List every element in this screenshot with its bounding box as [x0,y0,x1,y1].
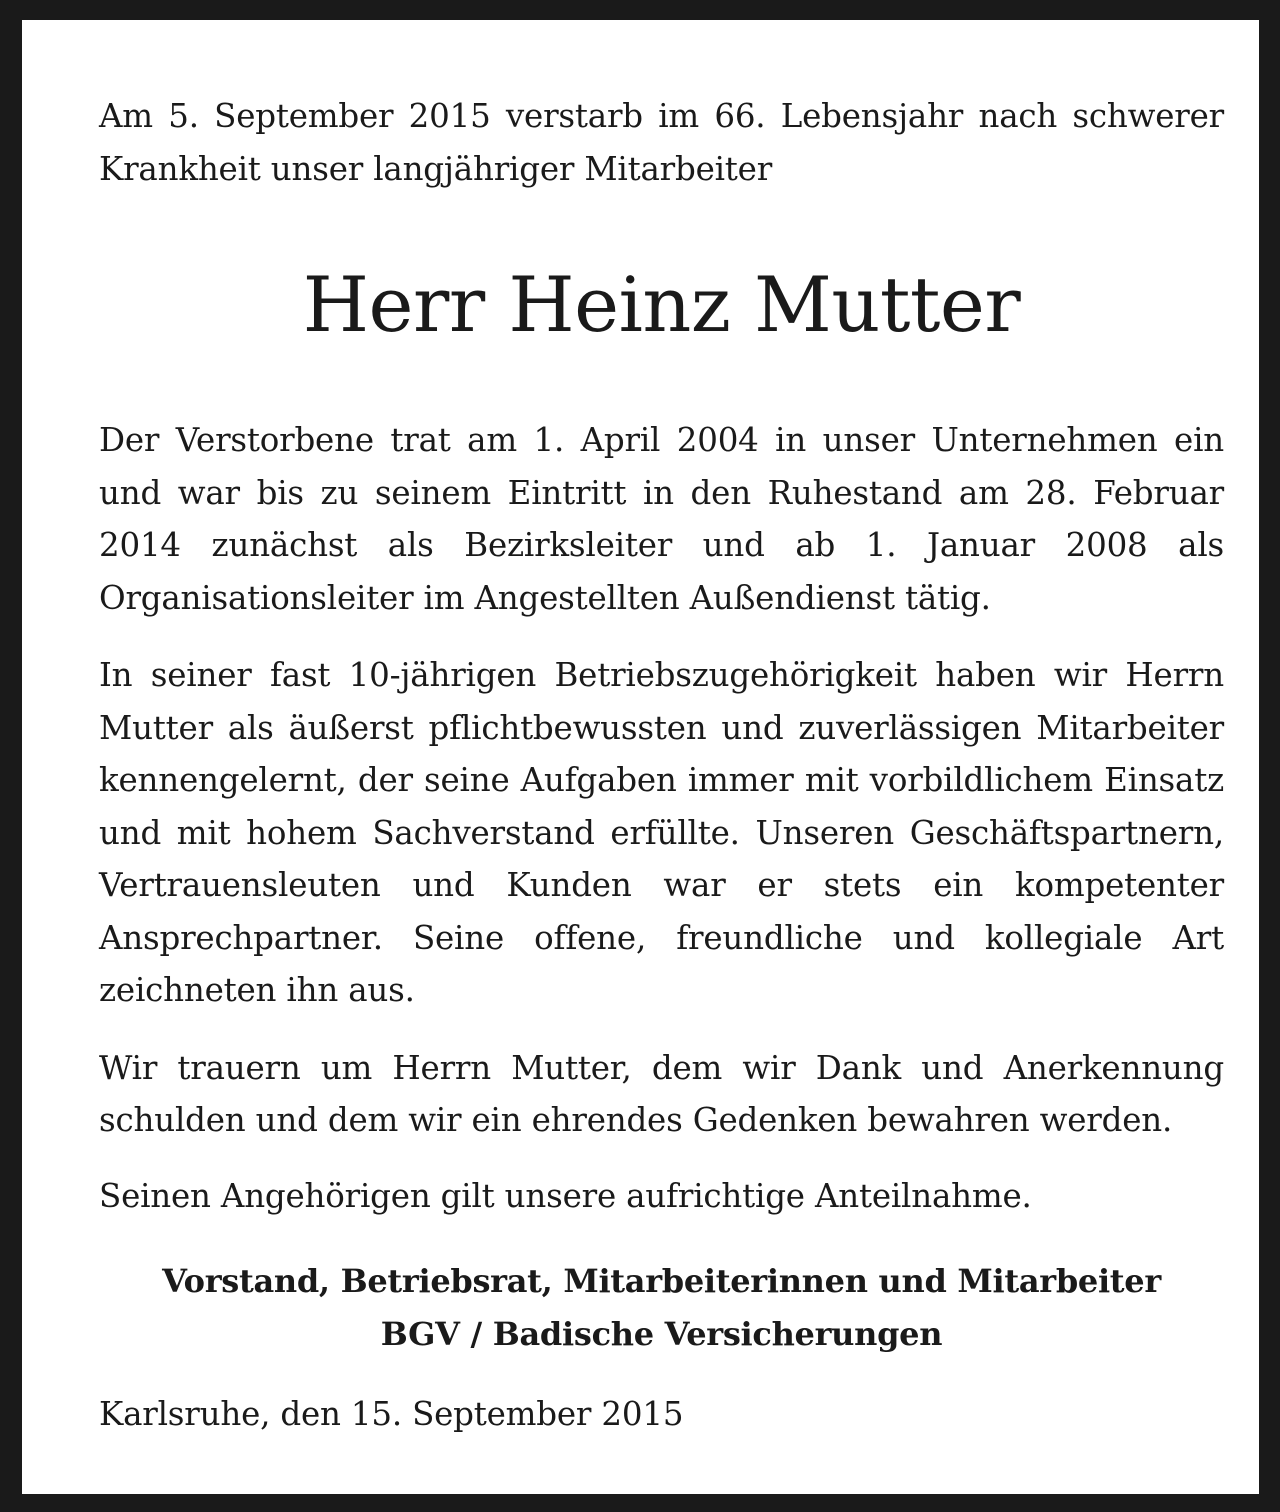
signature-line-committee: Vorstand, Betriebsrat, Mitarbeiterinnen und Mitarbeiter [162,1262,1161,1300]
paragraph-mourning: Wir trauern um Herrn Mutter, dem wir Dank und Anerkennung schulden und dem wir ein ehrendes Gedenken bewahren werden. [99,1048,1224,1139]
paragraph-appreciation: In seiner fast 10-jährigen Betriebszugehörigkeit haben wir Herrn Mutter als äußerst pflichtbewussten und zuverlässigen Mitarbeiter kennengelernt, der seine Aufgaben immer mit vorbildlichem Einsatz und mit hohem Sachverstand erfüllte. Unseren Geschäftspartnern, Vertrauensleuten und Kunden war er stets ein kompetenter Ansprechpartner. Seine offene, freundliche und kollegiale Art zeichneten ihn aus. [99,656,1224,1009]
signature-block [99,1255,1224,1361]
paragraph-career: Der Verstorbene trat am 1. April 2004 in unser Unternehmen ein und war bis zu seinem Eintritt in den Ruhestand am 28. Februar 2014 zunächst als Bezirksleiter und ab 1. Januar 2008 als Organisationsleiter im Angestellten Außendienst tätig. [99,421,1224,617]
intro-text: Am 5. September 2015 verstarb im 66. Lebensjahr nach schwerer Krankheit unser langjähriger Mitarbeiter [99,97,1224,188]
signature-line-company: BGV / Badische Versicherungen [380,1315,943,1353]
notice-content [99,90,1224,1441]
deceased-name: Herr Heinz Mutter [302,260,1021,349]
place-and-date: Karlsruhe, den 15. September 2015 [99,1395,684,1433]
paragraph-condolence: Seinen Angehörigen gilt unsere aufrichtige Anteilnahme. [99,1176,1032,1215]
